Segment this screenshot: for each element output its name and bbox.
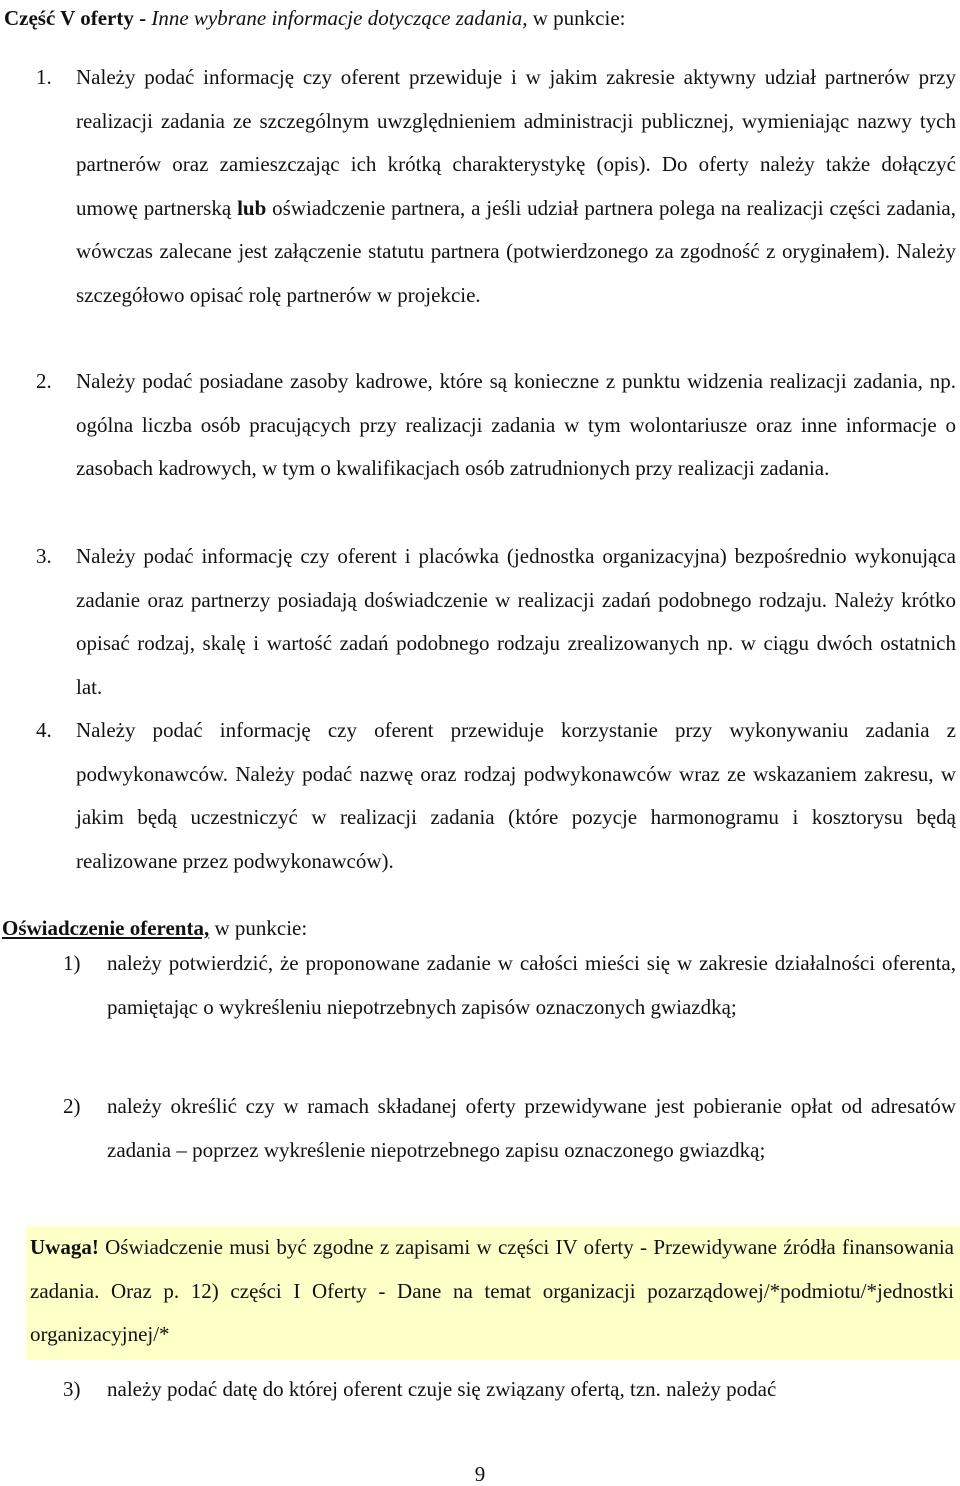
list-item-number: 1) bbox=[63, 951, 81, 975]
declaration-heading-bold: Oświadczenie oferenta, bbox=[2, 916, 210, 940]
list-item bbox=[36, 56, 956, 318]
list-item-number: 4. bbox=[36, 718, 52, 742]
list-item bbox=[63, 1374, 956, 1404]
note-text: Uwaga! Oświadczenie musi być zgodne z zapisami w części IV oferty - Przewidywane źródła finansowania zadania. Oraz p. 12) części I Oferty - Dane na temat organizacji pozarządowej/*podmiotu/*jednostki organizacyjnej/* bbox=[30, 1235, 955, 1346]
list-item bbox=[63, 941, 956, 1029]
list-item-text: należy określić czy w ramach składanej oferty przewidywane jest pobieranie opłat od adresatów zadania – poprzez wykreślenie niepotrzebnego zapisu oznaczonego gwiazdką; bbox=[107, 1094, 956, 1162]
bold-word: lub bbox=[237, 195, 267, 220]
list-item bbox=[36, 360, 956, 491]
list-item bbox=[63, 1084, 956, 1172]
list-item bbox=[36, 709, 956, 883]
declaration-heading bbox=[2, 913, 307, 943]
list-item-text: należy podać datę do której oferent czuje się związany ofertą, tzn. należy podać bbox=[107, 1377, 777, 1401]
list-item-number: 1. bbox=[36, 65, 52, 89]
note-label: Uwaga! bbox=[30, 1235, 99, 1259]
list-item-text: Należy podać informację czy oferent przewiduje korzystanie przy wykonywaniu zadania z podwykonawców. Należy podać nazwę oraz rodzaj podwykonawców wraz ze wskazaniem zakresu, w jakim będą uczestniczyć w realizacji zadania (które pozycje harmonogramu i kosztorysu będą realizowane przez podwykonawców). bbox=[76, 718, 956, 873]
list-item bbox=[36, 535, 956, 709]
list-item-number: 2. bbox=[36, 369, 52, 393]
page-number: 9 bbox=[474, 1462, 486, 1486]
list-item-number: 3) bbox=[63, 1377, 81, 1401]
section-heading-bold: Część V oferty - bbox=[4, 6, 147, 30]
section-heading-rest: w punkcie: bbox=[532, 6, 626, 30]
list-item-text: Należy podać informację czy oferent przewiduje i w jakim zakresie aktywny udział partnerów przy realizacji zadania ze szczególnym uwzględnieniem administracji publicznej, wymieniając nazwy tych partnerów oraz zamieszczając ich krótką charakterystykę (opis). Do oferty należy także dołączyć umowę partnerską lub oświadczenie partnera, a jeśli udział partnera polega na realizacji części zadania, wówczas zalecane jest załączenie statutu partnera (potwierdzonego za zgodność z oryginałem). Należy szczegółowo opisać rolę partnerów w projekcie. bbox=[76, 65, 956, 307]
list-item-number: 2) bbox=[63, 1094, 81, 1118]
list-item-number: 3. bbox=[36, 544, 52, 568]
section-heading-italic: Inne wybrane informacje dotyczące zadania, bbox=[151, 6, 528, 30]
declaration-heading-rest: w punkcie: bbox=[214, 916, 308, 940]
list-item-text: Należy podać informację czy oferent i placówka (jednostka organizacyjna) bezpośrednio wykonująca zadanie oraz partnerzy posiadają doświadczenie w realizacji zadań podobnego rodzaju. Należy krótko opisać rodzaj, skalę i wartość zadań podobnego rodzaju zrealizowanych np. w ciągu dwóch ostatnich lat. bbox=[76, 544, 956, 699]
list-item-text: należy potwierdzić, że proponowane zadanie w całości mieści się w zakresie działalności oferenta, pamiętając o wykreśleniu niepotrzebnych zapisów oznaczonych gwiazdką; bbox=[107, 951, 956, 1019]
section-heading bbox=[4, 4, 954, 32]
list-item-text: Należy podać posiadane zasoby kadrowe, które są konieczne z punktu widzenia realizacji zadania, np. ogólna liczba osób pracujących przy realizacji zadania w tym wolontariusze oraz inne informacje o zasobach kadrowych, w tym o kwalifikacjach osób zatrudnionych przy realizacji zadania. bbox=[76, 369, 956, 481]
note-box bbox=[26, 1226, 960, 1360]
